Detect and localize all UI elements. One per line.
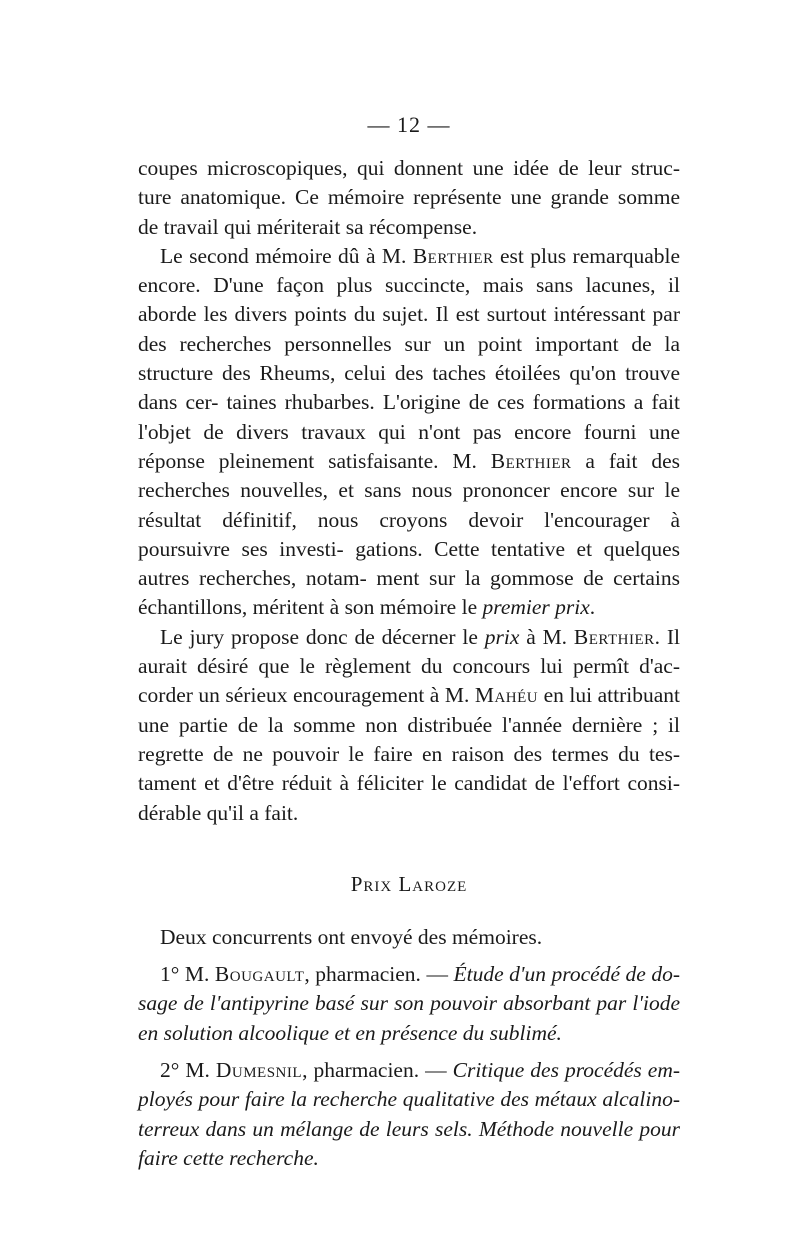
paragraph-second-memoire (138, 242, 680, 623)
text-segment: à M. (519, 624, 574, 649)
text-segment: . (589, 595, 596, 620)
paragraph-concurrents: Deux concurrents ont envoyé des mémoires. (160, 924, 543, 949)
text-segment: , pharmacien. — (302, 1058, 453, 1083)
paragraph-coupes: coupes microscopiques, qui donnent une idée de leur struc- ture anatomique. Ce mémoire représente une grande somme de travail qui mériterait sa récompense. (138, 156, 680, 239)
author-name-berthier: Berthier (490, 448, 572, 473)
entry-number: 1° M. (160, 962, 215, 987)
entry-bougault (138, 960, 680, 1048)
document-page (138, 112, 680, 1173)
section-title-prix-laroze: Prix Laroze (350, 871, 468, 896)
memoir-title: Critique des procédés em- ployés pour faire la recherche qualitative des métaux alcalino- terreux dans un mélange de leurs sels. Méthode nouvelle pour faire cette recherche. (138, 1058, 680, 1170)
author-name-bougault: Bougault (214, 962, 305, 987)
prize-label: premier prix (482, 595, 590, 620)
text-segment: en lui attribuant une partie de la somme non distribuée l'année dernière ; il regrette de ne pouvoir le faire en raison des termes du tes- tament et d'être réduit à féliciter le candidat de l'effort consi- dérable qu'il a fait. (138, 683, 680, 825)
author-name-maheu: Mahéu (474, 683, 539, 708)
entry-number: 2° M. (160, 1058, 216, 1083)
text-segment: a fait des recherches nouvelles, et sans nous prononcer encore sur le résultat définitif, nous croyons devoir l'encourager à poursuivre ses investi- gations. Cette tentative et quelques autres recherches, notam- ment sur la gommose de certains échantillons, méritent à son mémoire le (138, 448, 680, 620)
memoir-title: Étude d'un procédé de do- sage de l'antipyrine basé sur son pouvoir absorbant par l'iode en solution alcoolique et en présence du sublimé. (138, 962, 680, 1045)
author-name-berthier: Berthier (412, 243, 494, 268)
prize-label: prix (484, 624, 520, 649)
text-segment: . Il aurait désiré que le règlement du concours lui permît d'ac- corder un sérieux encouragement à M. (138, 624, 680, 708)
author-name-dumesnil: Dumesnil (215, 1058, 303, 1083)
text-segment: Le jury propose donc de décerner le (160, 624, 485, 649)
author-name-berthier: Berthier (573, 624, 655, 649)
page-number: — 12 — (367, 112, 451, 137)
text-segment: est plus remarquable encore. D'une façon plus succincte, mais sans lacunes, il aborde les divers points du sujet. Il est surtout intéressant par des recherches personnelles sur un point important de la structure des Rheums, celui des taches étoilées qu'on trouve dans cer- taines rhubarbes. L'origine de ces formations a fait l'objet de divers travaux qui n'ont pas encore fourni une réponse pleinement satisfaisante. M. (138, 243, 680, 473)
text-segment: Le second mémoire dû à M. (160, 243, 413, 268)
text-segment: , pharmacien. — (304, 962, 454, 987)
entry-dumesnil (138, 1056, 680, 1173)
paragraph-jury (138, 623, 680, 828)
